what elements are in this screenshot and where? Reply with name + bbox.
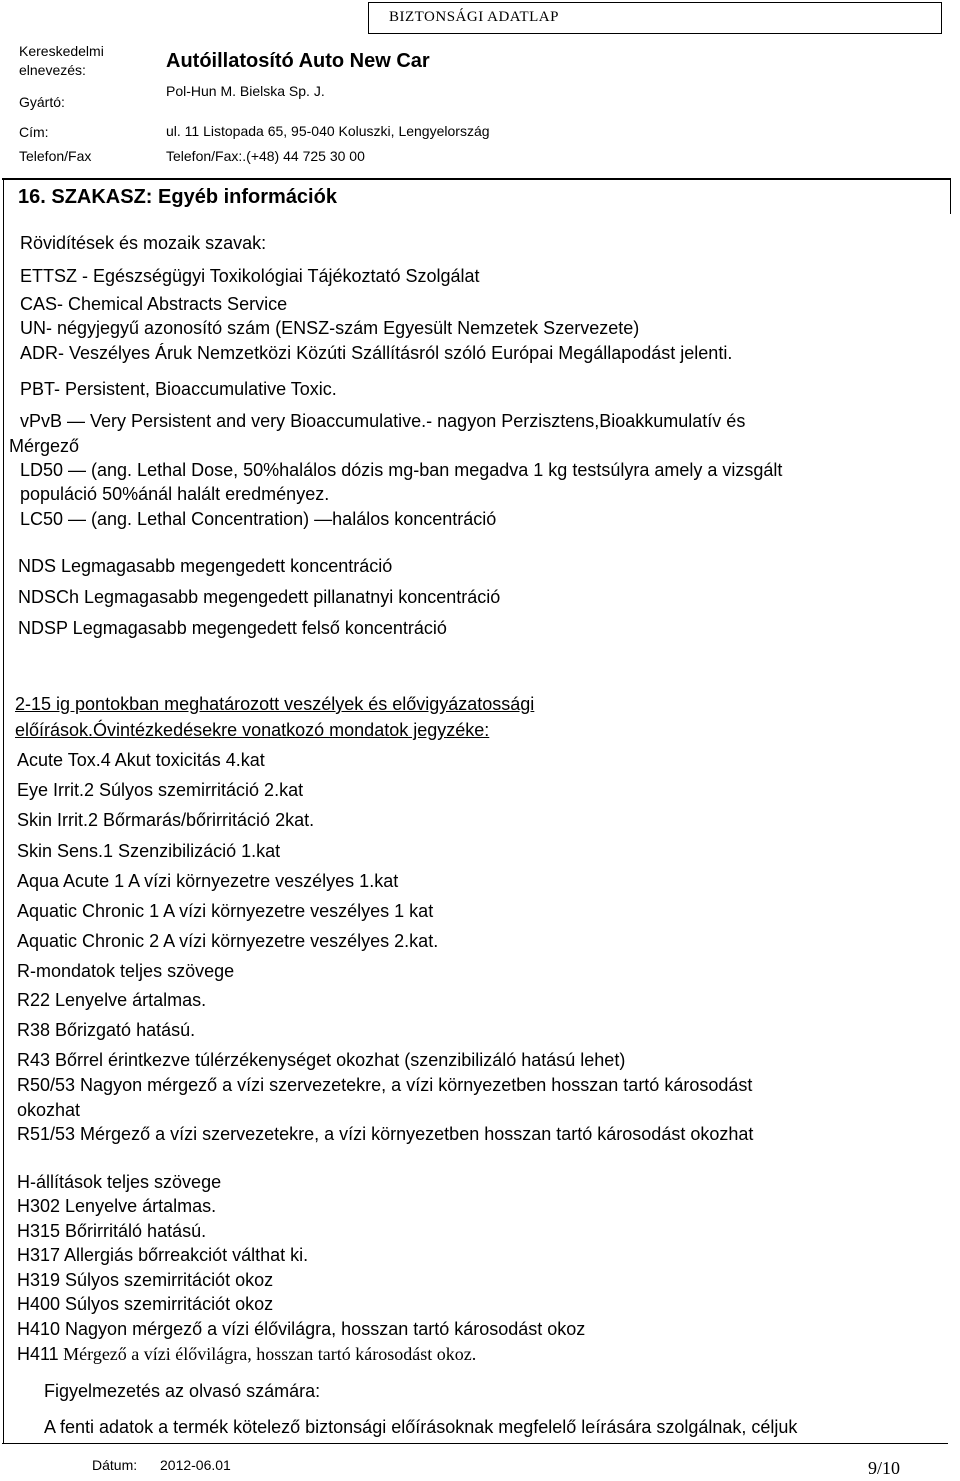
- h-phrase: H317 Allergiás bőrreakciót válthat ki.: [17, 1245, 309, 1265]
- phone-label: Telefon/Fax: [19, 148, 92, 164]
- class-item: Skin Irrit.2 Bőrmarás/bőrirritáció 2kat.: [17, 810, 315, 830]
- footer-date-label: Dátum:: [92, 1457, 138, 1473]
- abbrev-item: ADR- Veszélyes Áruk Nemzetközi Közúti Szállításról szóló Európai Megállapodást jelenti.: [20, 343, 733, 363]
- trade-name: Autóillatosító Auto New Car: [166, 50, 430, 72]
- h-phrase: H319 Súlyos szemirritációt okoz: [17, 1270, 274, 1290]
- address-label: Cím:: [19, 124, 49, 140]
- r-heading: R-mondatok teljes szövege: [17, 961, 235, 981]
- h-phrase: H400 Súlyos szemirritációt okoz: [17, 1294, 274, 1314]
- class-item: Skin Sens.1 Szenzibilizáció 1.kat: [17, 841, 281, 861]
- phone: Telefon/Fax:.(+48) 44 725 30 00: [166, 148, 365, 164]
- r-phrase: R38 Bőrizgató hatású.: [17, 1020, 196, 1040]
- abbrev-item: UN- négyjegyű azonosító szám (ENSZ-szám Egyesült Nemzetek Szervezete): [20, 318, 640, 338]
- footer-date: 2012-06.01: [160, 1457, 231, 1473]
- abbrev-item: vPvB — Very Persistent and very Bioaccumulative.- nagyon Perzisztens,Bioakkumulatív és: [20, 411, 746, 431]
- h-heading: H-állítások teljes szövege: [17, 1172, 222, 1192]
- r-phrase: R51/53 Mérgező a vízi szervezetekre, a vízi környezetben hosszan tartó károsodást okozhat: [17, 1124, 754, 1144]
- r-phrase: R50/53 Nagyon mérgező a vízi szervezetekre, a vízi környezetben hosszan tartó károsodást: [17, 1075, 753, 1095]
- trade-name-label-1: Kereskedelmi: [19, 43, 104, 59]
- abbrev-item: PBT- Persistent, Bioaccumulative Toxic.: [20, 379, 337, 399]
- nds-item: NDSCh Legmagasabb megengedett pillanatnyi koncentráció: [18, 587, 501, 607]
- nds-item: NDS Legmagasabb megengedett koncentráció: [18, 556, 393, 576]
- doc-title: BIZTONSÁGI ADATLAP: [389, 9, 559, 25]
- class-item: Aquatic Chronic 1 A vízi környezetre veszélyes 1 kat: [17, 901, 434, 921]
- footer-divider: [2, 1443, 948, 1444]
- trade-name-label-2: elnevezés:: [19, 62, 86, 78]
- doc-title-box: [368, 2, 942, 34]
- h-phrase: H410 Nagyon mérgező a vízi élővilágra, hosszan tartó károsodást okoz: [17, 1319, 586, 1339]
- h-phrase: H315 Bőrirritáló hatású.: [17, 1221, 207, 1241]
- class-item: Eye Irrit.2 Súlyos szemirritáció 2.kat: [17, 780, 304, 800]
- reader-text: A fenti adatok a termék kötelező biztonsági előírásoknak megfelelő leírására szolgálnak, céljuk: [44, 1417, 798, 1437]
- r-phrase: R43 Bőrrel érintkezve túlérzékenységet okozhat (szenzibilizáló hatású lehet): [17, 1050, 626, 1070]
- hazard-heading-line-1: 2-15 ig pontokban meghatározott veszélyek és elővigyázatossági: [15, 694, 535, 714]
- h-phrase: H302 Lenyelve ártalmas.: [17, 1196, 217, 1216]
- abbrev-item: populáció 50%ánál halált eredményez.: [20, 484, 330, 504]
- r-phrase: okozhat: [17, 1100, 81, 1120]
- class-item: Acute Tox.4 Akut toxicitás 4.kat: [17, 750, 265, 770]
- r-phrase: R22 Lenyelve ártalmas.: [17, 990, 207, 1010]
- abbrev-item: ETTSZ - Egészségügyi Toxikológiai Tájékoztató Szolgálat: [20, 266, 480, 286]
- page-number: 9/10: [868, 1458, 901, 1478]
- manufacturer-label: Gyártó:: [19, 94, 65, 110]
- abbrev-heading: Rövidítések és mozaik szavak:: [20, 233, 267, 253]
- abbrev-item: LD50 — (ang. Lethal Dose, 50%halálos dózis mg-ban megadva 1 kg testsúlyra amely a vizsgált: [20, 460, 783, 480]
- h411-code: H411: [17, 1344, 59, 1364]
- abbrev-item: Mérgező: [9, 436, 80, 456]
- abbrev-item: LC50 — (ang. Lethal Concentration) —halálos koncentráció: [20, 509, 497, 529]
- nds-item: NDSP Legmagasabb megengedett felső koncentráció: [18, 618, 447, 638]
- h411-text: Mérgező a vízi élővilágra, hosszan tartó károsodást okoz.: [63, 1344, 477, 1364]
- class-item: Aqua Acute 1 A vízi környezetre veszélyes 1.kat: [17, 871, 399, 891]
- address: ul. 11 Listopada 65, 95-040 Koluszki, Lengyelország: [166, 123, 490, 139]
- h-phrase-h411: [17, 1344, 476, 1365]
- abbrev-item: CAS- Chemical Abstracts Service: [20, 294, 288, 314]
- reader-heading: Figyelmezetés az olvasó számára:: [44, 1381, 321, 1401]
- section-title: 16. SZAKASZ: Egyéb információk: [18, 186, 337, 208]
- section-frame-top: [2, 178, 950, 180]
- class-item: Aquatic Chronic 2 A vízi környezetre veszélyes 2.kat.: [17, 931, 439, 951]
- section-frame-right: [950, 178, 951, 214]
- manufacturer: Pol-Hun M. Bielska Sp. J.: [166, 83, 325, 99]
- section-frame-left: [3, 178, 4, 1443]
- hazard-heading-line-2: előírások.Óvintézkedésekre vonatkozó mondatok jegyzéke:: [15, 720, 490, 740]
